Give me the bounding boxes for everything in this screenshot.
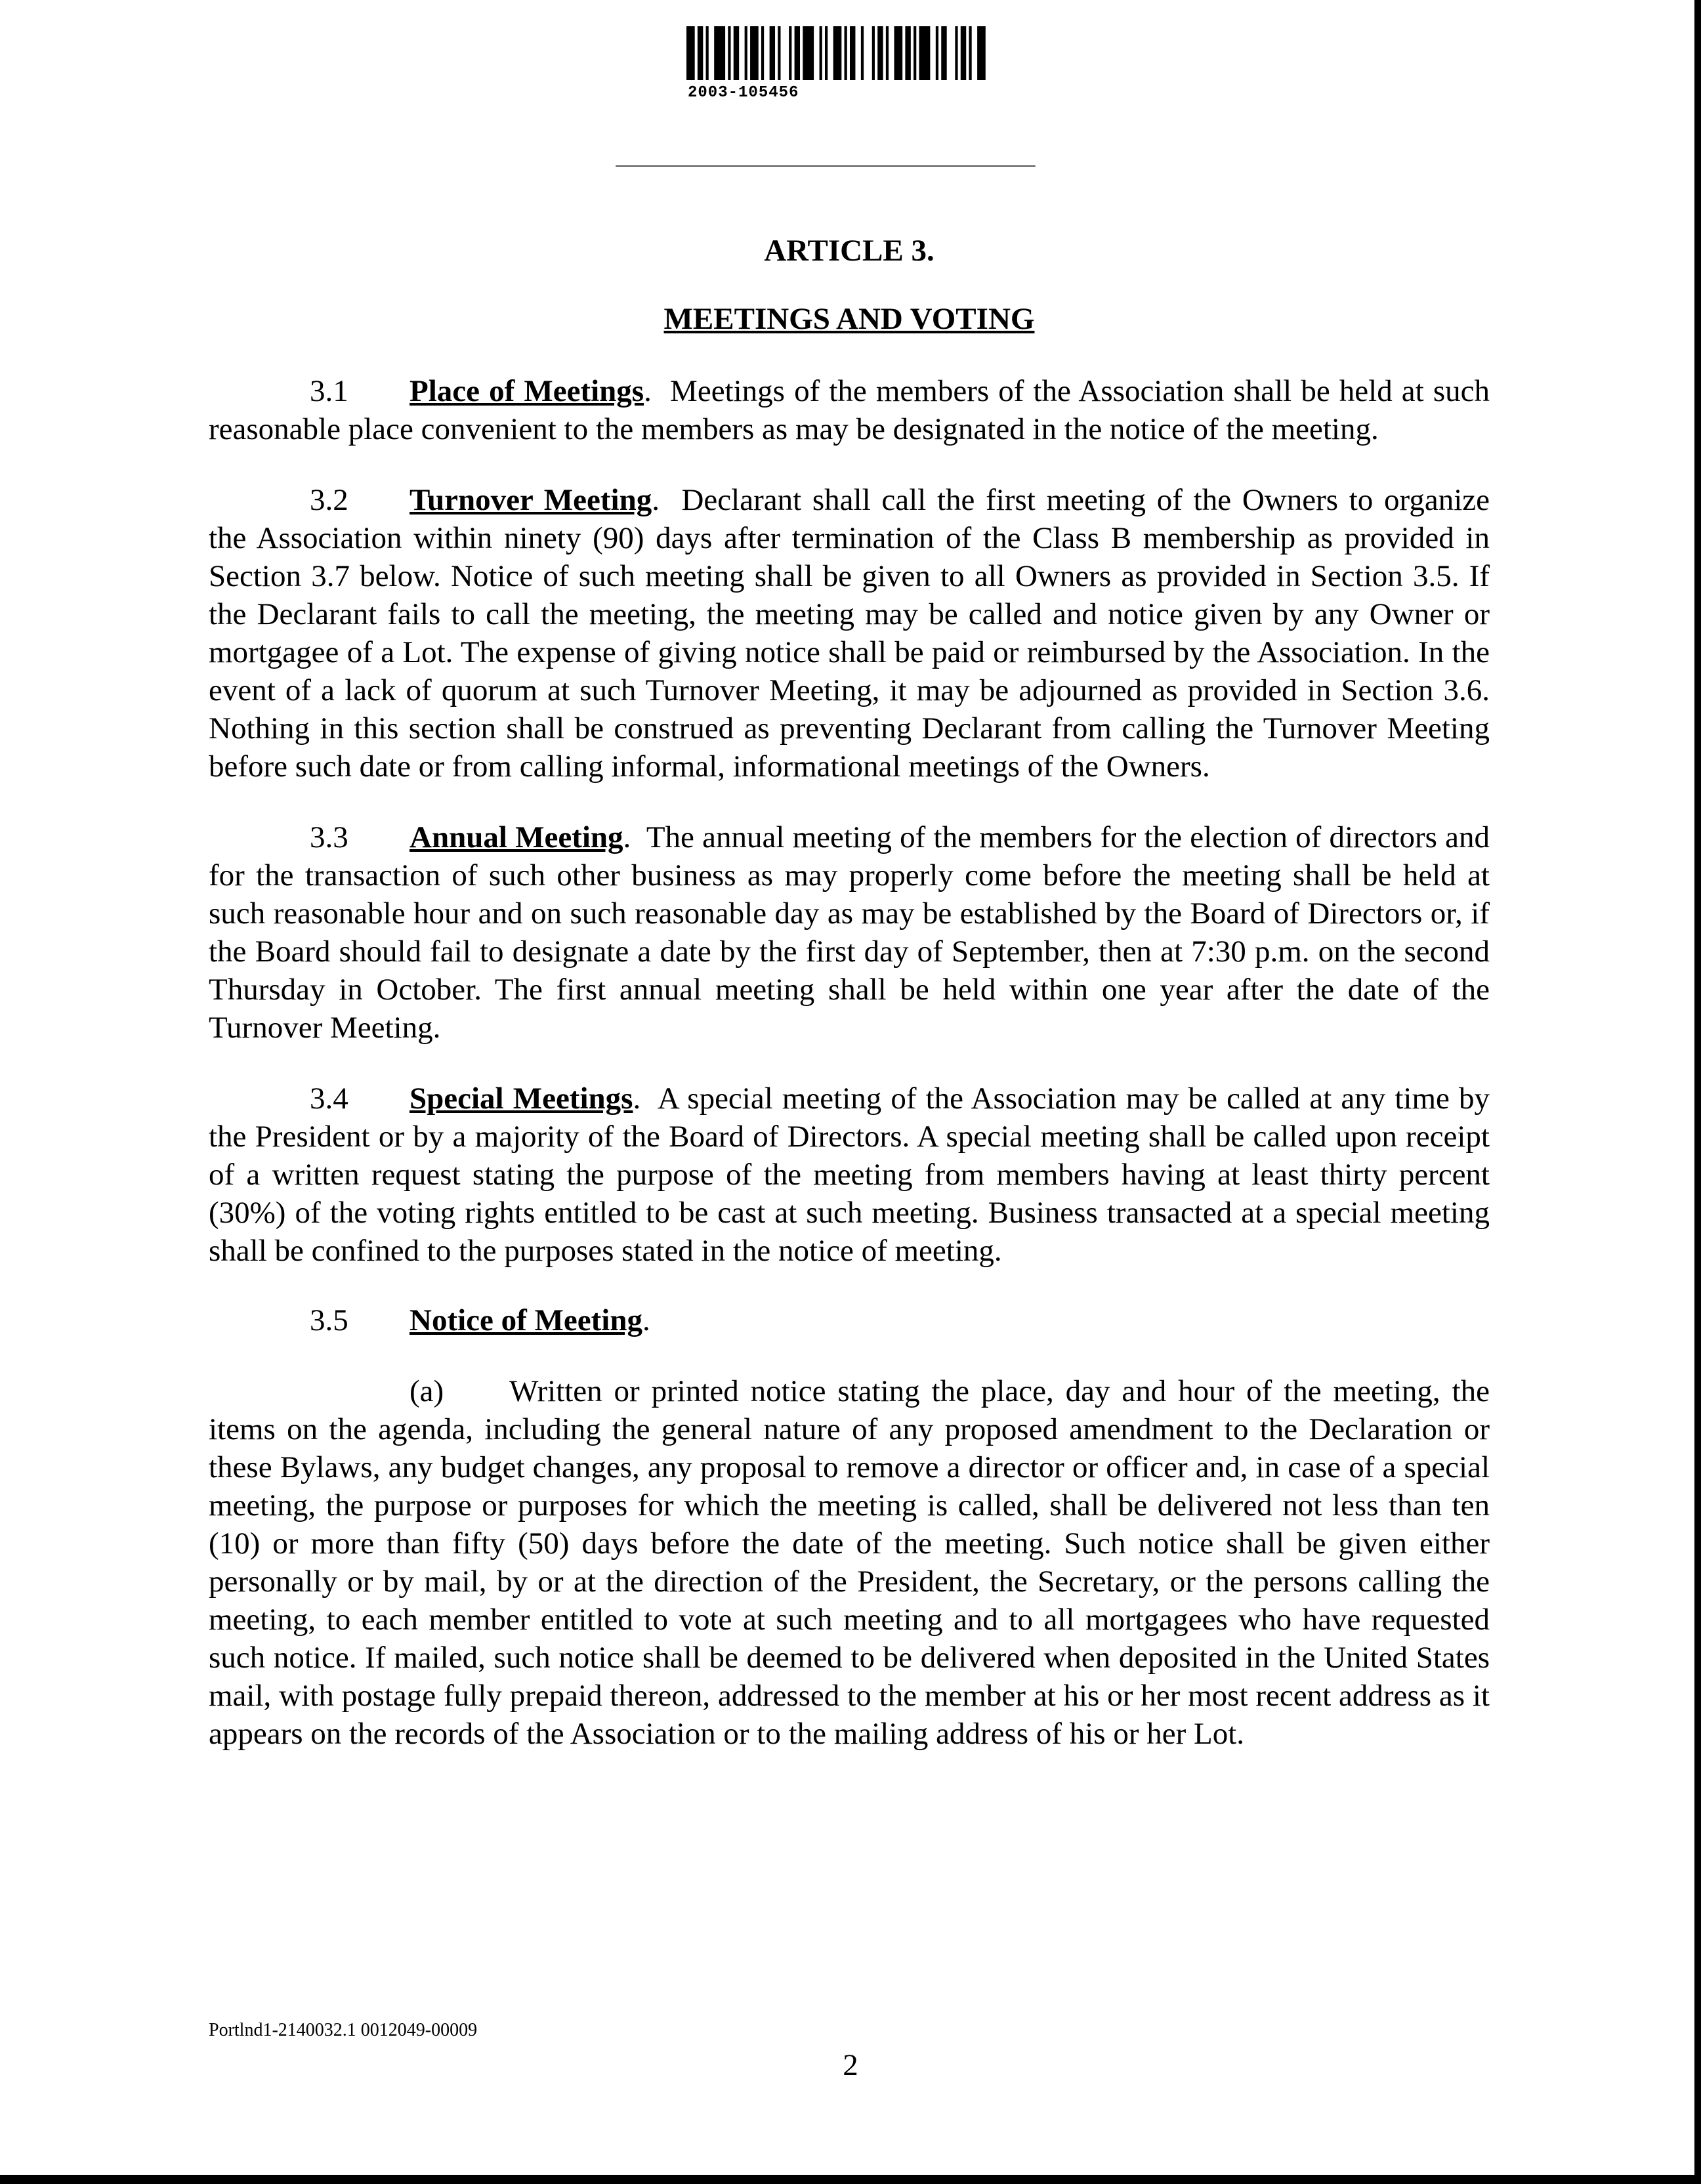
section-number: 3.3	[310, 820, 348, 854]
section-number: 3.4	[310, 1081, 348, 1116]
section-title: Notice of Meeting	[410, 1303, 642, 1337]
barcode-block	[686, 26, 988, 105]
article-subtitle: MEETINGS AND VOTING	[663, 302, 1035, 337]
document-body	[209, 223, 1490, 1753]
section-text: Declarant shall call the first meeting of the Owners to organize the Association within ninety (90) days after termination of the Class B membership as provided in Section 3.7 below. Notice of such meeting shall be given to all Owners as provided in Section 3.5. If the Declarant fails to call the meeting, the meeting may be called and notice given by any Owner or mortgagee of a Lot. The expense of giving notice shall be paid or reimbursed by the Association. In the event of a lack of quorum at such Turnover Meeting, it may be adjourned as provided in Section 3.6. Nothing in this section shall be construed as preventing Declarant from calling the Turnover Meeting before such date or from calling informal, informational meetings of the Owners.	[209, 482, 1490, 784]
subsection-text: Written or printed notice stating the place, day and hour of the meeting, the items on the agenda, including the general nature of any proposed amendment to the Declaration or these Bylaws, any budget changes, any proposal to remove a director or officer and, in case of a special meeting, the purpose or purposes for which the meeting is called, shall be delivered not less than ten (10) or more than fifty (50) days before the date of the meeting. Such notice shall be given either personally or by mail, by or at the direction of the President, the Secretary, or the persons calling the meeting, to each member entitled to vote at such meeting and to all mortgagees who have requested such notice. If mailed, such notice shall be deemed to be delivered when deposited in the United States mail, with postage fully prepaid thereon, addressed to the member at his or her most recent address as it appears on the records of the Association or to the mailing address of his or her Lot.	[209, 1374, 1490, 1751]
scan-border-bottom	[0, 2175, 1701, 2184]
subsection-a	[209, 1372, 1490, 1753]
article-title: ARTICLE 3.	[764, 234, 934, 268]
barcode-number: 2003-105456	[688, 84, 799, 102]
section-title: Annual Meeting	[410, 820, 623, 854]
barcode-icon	[686, 26, 988, 80]
section-title: Place of Meetings	[410, 373, 644, 408]
section-title: Special Meetings	[410, 1081, 633, 1116]
section-text: Meetings of the members of the Association shall be held at such reasonable place convenient to the members as may be designated in the notice of the meeting.	[209, 373, 1490, 446]
section-number: 3.5	[310, 1303, 348, 1337]
top-divider	[616, 165, 1036, 167]
section-text: The annual meeting of the members for the election of directors and for the transaction of such other business as may properly come before the meeting shall be held at such reasonable hour and on such reasonable day as may be established by the Board of Directors or, if the Board should fail to designate a date by the first day of September, then at 7:30 p.m. on the second Thursday in October. The first annual meeting shall be held within one year after the date of the Turnover Meeting.	[209, 820, 1490, 1045]
section-number: 3.1	[310, 373, 348, 408]
subsection-label: (a)	[410, 1374, 444, 1408]
scan-border-right	[1694, 0, 1701, 2184]
section-3-4: 3.4 Special Meetings. A special meeting of the Association may be called at any time by the President or by a majority of the Board of Directors. A special meeting shall be called upon receipt of a written request stating the purpose of the meeting from members having at least thirty percent (30%) of the voting rights entitled to be cast at such meeting. Business transacted at a special meeting shall be confined to the purposes stated in the notice of meeting.	[209, 1080, 1490, 1270]
section-title: Turnover Meeting	[410, 482, 652, 517]
page-number: 2	[843, 2048, 858, 2082]
section-3-1: 3.1 Place of Meetings. Meetings of the members of the Association shall be held at such reasonable place convenient to the members as may be designated in the notice of the meeting.	[209, 372, 1490, 448]
section-text: A special meeting of the Association may be called at any time by the President or by a majority of the Board of Directors. A special meeting shall be called upon receipt of a written request stating the purpose of the meeting from members having at least thirty percent (30%) of the voting rights entitled to be cast at such meeting. Business transacted at a special meeting shall be confined to the purposes stated in the notice of meeting.	[209, 1081, 1490, 1268]
section-3-3: 3.3 Annual Meeting. The annual meeting of the members for the election of directors and for the transaction of such other business as may properly come before the meeting shall be held at such reasonable hour and on such reasonable day as may be established by the Board of Directors or, if the Board should fail to designate a date by the first day of September, then at 7:30 p.m. on the second Thursday in October. The first annual meeting shall be held within one year after the date of the Turnover Meeting.	[209, 818, 1490, 1047]
section-number: 3.2	[310, 482, 348, 517]
section-3-5: 3.5 Notice of Meeting.	[209, 1301, 1490, 1339]
footer-document-id: Portlnd1-2140032.1 0012049-00009	[209, 2020, 478, 2040]
section-3-2: 3.2 Turnover Meeting. Declarant shall call the first meeting of the Owners to organize the Association within ninety (90) days after termination of the Class B membership as provided in Section 3.7 below. Notice of such meeting shall be given to all Owners as provided in Section 3.5. If the Declarant fails to call the meeting, the meeting may be called and notice given by any Owner or mortgagee of a Lot. The expense of giving notice shall be paid or reimbursed by the Association. In the event of a lack of quorum at such Turnover Meeting, it may be adjourned as provided in Section 3.6. Nothing in this section shall be construed as preventing Declarant from calling the Turnover Meeting before such date or from calling informal, informational meetings of the Owners.	[209, 481, 1490, 786]
